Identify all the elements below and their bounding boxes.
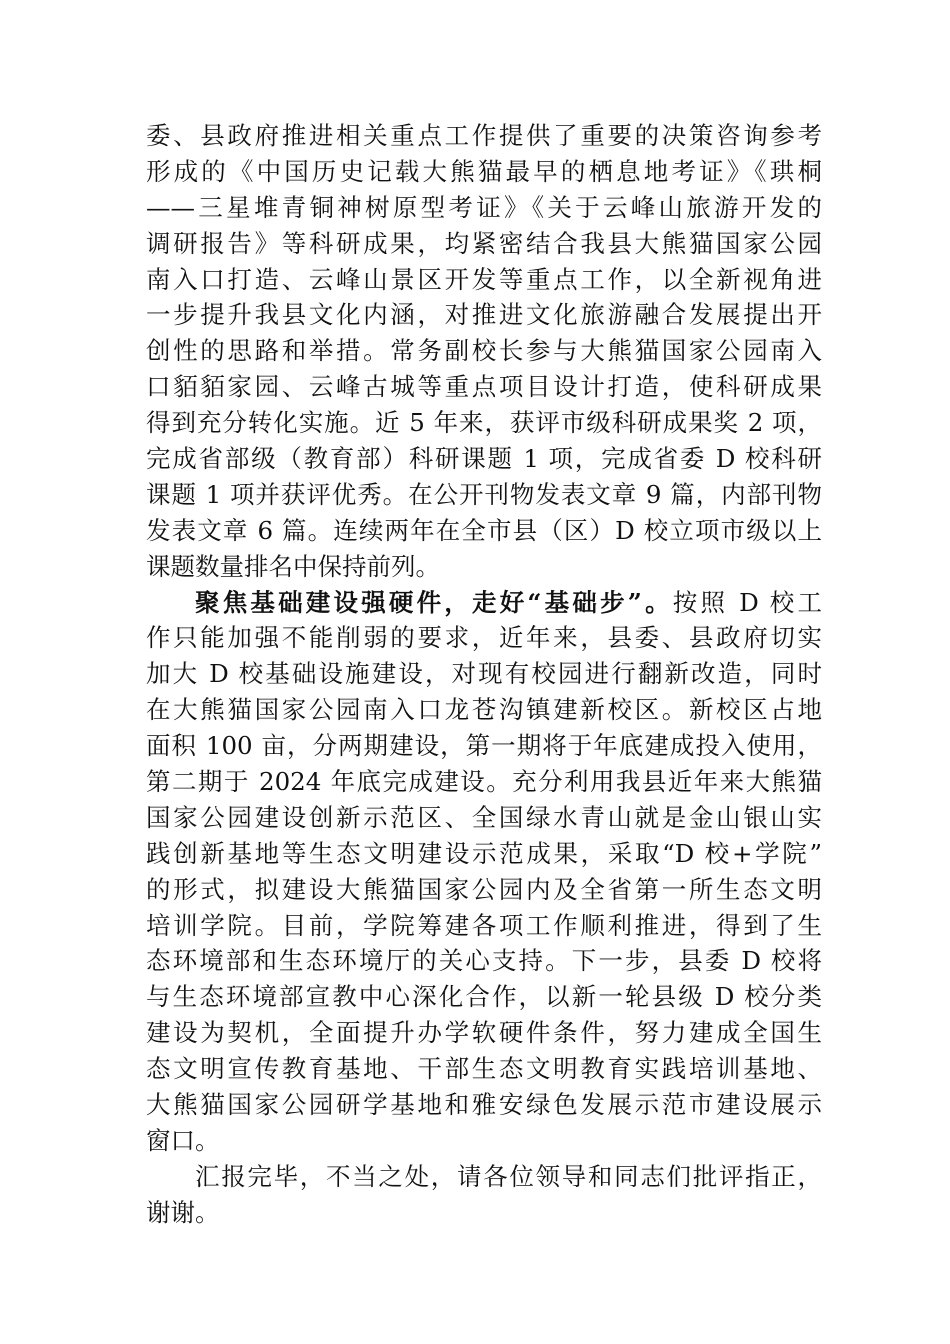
text-line: 国家公园建设创新示范区、全国绿水青山就是金山银山实 bbox=[146, 802, 822, 832]
text-line: 培训学院。目前，学院筹建各项工作顺利推进，得到了生 bbox=[146, 910, 822, 940]
text-line: 窗口。 bbox=[146, 1125, 220, 1155]
paragraph-research-results bbox=[146, 118, 822, 585]
text-line: 建设为契机，全面提升办学软硬件条件，努力建成全国生 bbox=[146, 1018, 822, 1048]
text-fragment: 按照 D 校工 bbox=[672, 587, 822, 617]
document-page bbox=[146, 118, 822, 1231]
paragraph-closing bbox=[146, 1159, 822, 1231]
text-line: 面积 100 亩，分两期建设，第一期将于年底建成投入使用， bbox=[146, 731, 822, 761]
paragraph-first-line bbox=[146, 585, 822, 621]
text-line: 课题 1 项并获评优秀。在公开刊物发表文章 9 篇，内部刊物 bbox=[146, 479, 822, 509]
text-line: 汇报完毕，不当之处，请各位领导和同志们批评指正， bbox=[195, 1161, 822, 1191]
text-line: 形成的《中国历史记载大熊猫最早的栖息地考证》《珙桐 bbox=[146, 156, 822, 186]
text-line: 加大 D 校基础设施建设，对现有校园进行翻新改造，同时 bbox=[146, 659, 822, 689]
text-line: 与生态环境部宣教中心深化合作，以新一轮县级 D 校分类 bbox=[146, 982, 822, 1012]
text-line: 的形式，拟建设大熊猫国家公园内及全省第一所生态文明 bbox=[146, 874, 822, 904]
text-line: 创性的思路和举措。常务副校长参与大熊猫国家公园南入 bbox=[146, 336, 822, 366]
text-line: 口貊貊家园、云峰古城等重点项目设计打造，使科研成果 bbox=[146, 372, 822, 402]
text-line: 课题数量排名中保持前列。 bbox=[146, 551, 440, 581]
text-line: ——三星堆青铜神树原型考证》《关于云峰山旅游开发的 bbox=[146, 192, 822, 222]
text-line: 谢谢。 bbox=[146, 1197, 220, 1227]
text-line: 大熊猫国家公园研学基地和雅安绿色发展示范市建设展示 bbox=[146, 1090, 822, 1120]
text-line: 在大熊猫国家公园南入口龙苍沟镇建新校区。新校区占地 bbox=[146, 695, 822, 725]
text-line: 委、县政府推进相关重点工作提供了重要的决策咨询参考 bbox=[146, 121, 822, 150]
text-line: 发表文章 6 篇。连续两年在全市县（区）D 校立项市级以上 bbox=[146, 515, 822, 545]
text-line: 态环境部和生态环境厅的关心支持。下一步，县委 D 校将 bbox=[146, 946, 822, 976]
text-line: 调研报告》等科研成果，均紧密结合我县大熊猫国家公园 bbox=[146, 228, 822, 258]
paragraph-heading: 聚焦基础建设强硬件，走好“基础步”。 bbox=[195, 587, 673, 617]
paragraph-infrastructure bbox=[146, 585, 822, 1159]
text-line: 践创新基地等生态文明建设示范成果，采取“D 校+学院” bbox=[146, 838, 822, 868]
text-line: 完成省部级（教育部）科研课题 1 项，完成省委 D 校科研 bbox=[146, 444, 822, 474]
text-line: 作只能加强不能削弱的要求，近年来，县委、县政府切实 bbox=[146, 623, 822, 653]
text-line: 南入口打造、云峰山景区开发等重点工作，以全新视角进 bbox=[146, 264, 822, 294]
text-line: 态文明宣传教育基地、干部生态文明教育实践培训基地、 bbox=[146, 1054, 822, 1084]
text-line: 一步提升我县文化内涵，对推进文化旅游融合发展提出开 bbox=[146, 300, 822, 330]
text-line: 第二期于 2024 年底完成建设。充分利用我县近年来大熊猫 bbox=[146, 767, 822, 797]
text-line: 得到充分转化实施。近 5 年来，获评市级科研成果奖 2 项， bbox=[146, 408, 822, 438]
